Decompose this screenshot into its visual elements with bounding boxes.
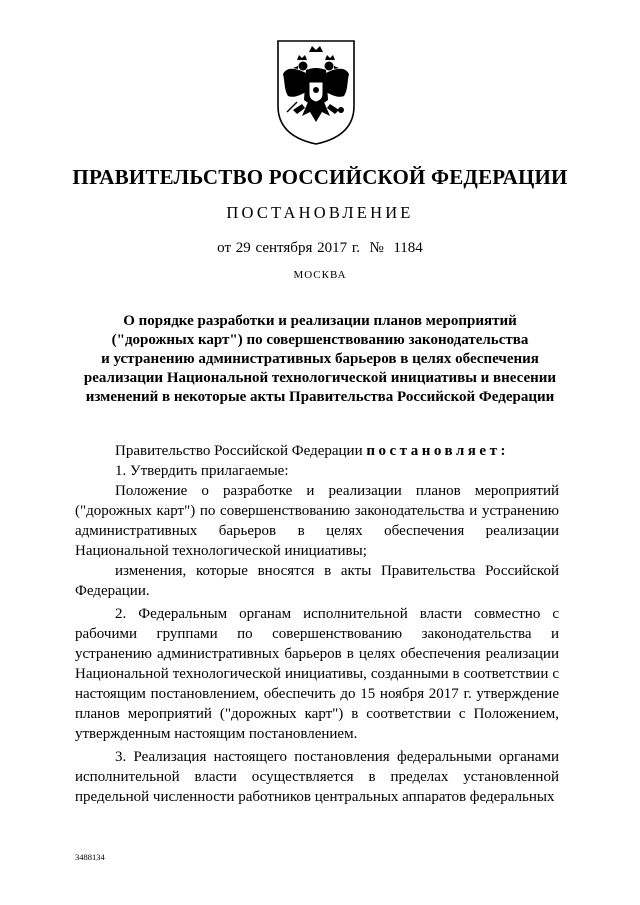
preamble-paragraph: [75, 441, 559, 461]
heading-line: ("дорожных карт") по совершенствованию законодательства: [111, 332, 529, 348]
document-heading: [70, 312, 570, 407]
preamble-verb: постановляет:: [366, 443, 509, 459]
heading-line: О порядке разработки и реализации планов мероприятий: [123, 313, 517, 329]
document-body: [75, 441, 559, 807]
heading-line: реализации Национальной технологической инициативы и внесении: [83, 370, 557, 386]
document-date: от 29 сентября 2017 г. № 1184: [217, 240, 423, 256]
document-number: 3488134: [75, 852, 105, 862]
heading-line: изменений в некоторые акты Правительства Российской Федерации: [85, 389, 555, 405]
paragraph-1b: изменения, которые вносятся в акты Правительства Российской Федерации.: [75, 563, 559, 599]
paragraph-2: 2. Федеральным органам исполнительной власти совместно с рабочими группами по совершенствованию законодательства и устранению административных барьеров в целях обеспечения реализации Национальной технологической инициативы, созданными в соответствии с настоящим постановлением, обеспечить до 15 ноября 2017 г. утверждение планов мероприятий ("дорожных карт") в соответствии с Положением, утвержденным настоящим постановлением.: [75, 606, 559, 742]
russian-coat-of-arms-icon: [275, 38, 357, 146]
preamble-text: Правительство Российской Федерации: [115, 443, 367, 459]
heading-line: и устранению административных барьеров в целях обеспечения: [101, 351, 539, 367]
government-title: ПРАВИТЕЛЬСТВО РОССИЙСКОЙ ФЕДЕРАЦИИ: [72, 165, 568, 189]
document-type: ПОСТАНОВЛЕНИЕ: [226, 203, 414, 222]
document-city: МОСКВА: [293, 269, 347, 281]
paragraph-1a: Положение о разработке и реализации планов мероприятий ("дорожных карт") по совершенствованию законодательства и устранению административных барьеров в целях обеспечения реализации Национальной технологической инициативы;: [75, 483, 559, 559]
paragraph-1: 1. Утвердить прилагаемые:: [115, 463, 289, 479]
paragraph-3: 3. Реализация настоящего постановления федеральными органами исполнительной власти осуществляется в пределах установленной предельной численности работников центральных аппаратов федеральных: [75, 749, 559, 805]
